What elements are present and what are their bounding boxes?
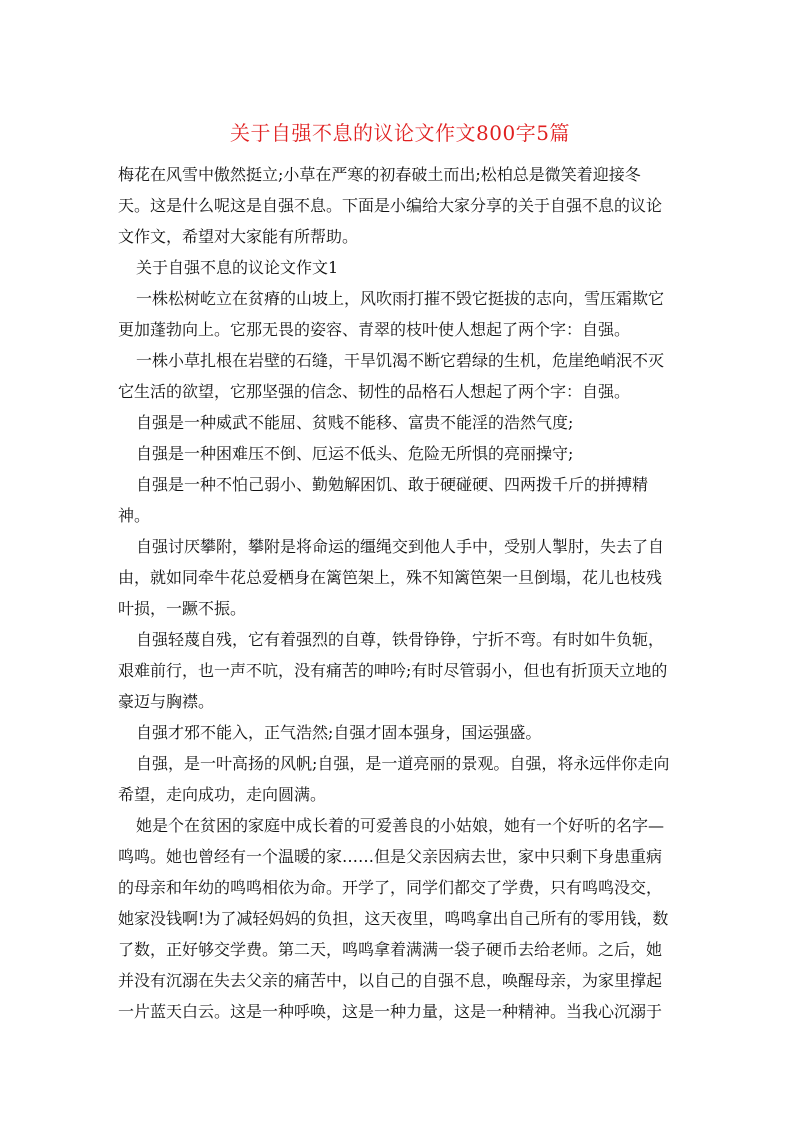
text-line: 叶损，一蹶不振。 (118, 599, 247, 618)
text-line: 她是个在贫困的家庭中成长着的可爱善良的小姑娘，她有一个好听的名字— (136, 816, 665, 835)
text-line: 关于自强不息的议论文作文1 (136, 258, 339, 277)
text-line: 一株小草扎根在岩壁的石缝，干旱饥渴不断它碧绿的生机，危崖绝峭泯不灭 (136, 351, 665, 370)
text-line: 梅花在风雪中傲然挺立;小草在严寒的初春破土而出;松柏总是微笑着迎接冬 (118, 165, 641, 184)
text-line: 自强是一种不怕己弱小、勤勉解困饥、敢于硬碰硬、四两拨千斤的拼搏精 (136, 475, 649, 494)
text-line: 天。这是什么呢这是自强不息。下面是小编给大家分享的关于自强不息的议论 (118, 196, 663, 215)
text-line: 文作文，希望对大家能有所帮助。 (118, 227, 359, 246)
text-line: 的母亲和年幼的鸣鸣相依为命。开学了，同学们都交了学费，只有鸣鸣没交， (118, 878, 663, 897)
text-line: 一株松树屹立在贫瘠的山坡上，风吹雨打摧不毁它挺拔的志向，雪压霜欺它 (136, 289, 665, 308)
text-line: 自强轻蔑自残，它有着强烈的自尊，铁骨铮铮，宁折不弯。有时如牛负轭， (136, 630, 665, 649)
text-line: 一片蓝天白云。这是一种呼唤，这是一种力量，这是一种精神。当我心沉溺于 (118, 1002, 663, 1021)
text-line: 由，就如同牵牛花总爱栖身在篱笆架上，殊不知篱笆架一旦倒塌，花儿也枝残 (118, 568, 663, 587)
text-line: 希望，走向成功，走向圆满。 (118, 785, 327, 804)
text-line: 自强才邪不能入，正气浩然;自强才固本强身，国运强盛。 (136, 723, 542, 742)
text-line: 更加蓬勃向上。它那无畏的姿容、青翠的枝叶使人想起了两个字：自强。 (118, 320, 631, 339)
text-line: 自强讨厌攀附，攀附是将命运的缰绳交到他人手中，受别人掣肘，失去了自 (136, 537, 665, 556)
document-body (118, 159, 692, 1027)
document-title: 关于自强不息的议论文作文800字5篇 (230, 121, 570, 145)
text-line: 鸣鸣。她也曾经有一个温暖的家……但是父亲因病去世，家中只剩下身患重病 (118, 847, 663, 866)
text-line: 自强是一种困难压不倒、厄运不低头、危险无所惧的亮丽操守; (136, 444, 574, 463)
text-line: 艰难前行，也一声不吭，没有痛苦的呻吟;有时尽管弱小，但也有折顶天立地的 (118, 661, 668, 680)
text-line: 自强是一种威武不能屈、贫贱不能移、富贵不能淫的浩然气度; (136, 413, 574, 432)
text-line: 它生活的欲望，它那坚强的信念、韧性的品格石人想起了两个字：自强。 (118, 382, 631, 401)
text-line: 她家没钱啊!为了减轻妈妈的负担，这天夜里，鸣鸣拿出自己所有的零用钱，数 (118, 909, 669, 928)
text-line: 豪迈与胸襟。 (118, 692, 215, 711)
text-line: 了数，正好够交学费。第二天，鸣鸣拿着满满一袋子硬币去给老师。之后，她 (118, 940, 663, 959)
text-line: 神。 (118, 506, 151, 525)
text-line: 自强，是一叶高扬的风帆;自强，是一道亮丽的景观。自强，将永远伴你走向 (136, 754, 670, 773)
text-line: 并没有沉溺在失去父亲的痛苦中，以自己的自强不息，唤醒母亲，为家里撑起 (118, 971, 663, 990)
